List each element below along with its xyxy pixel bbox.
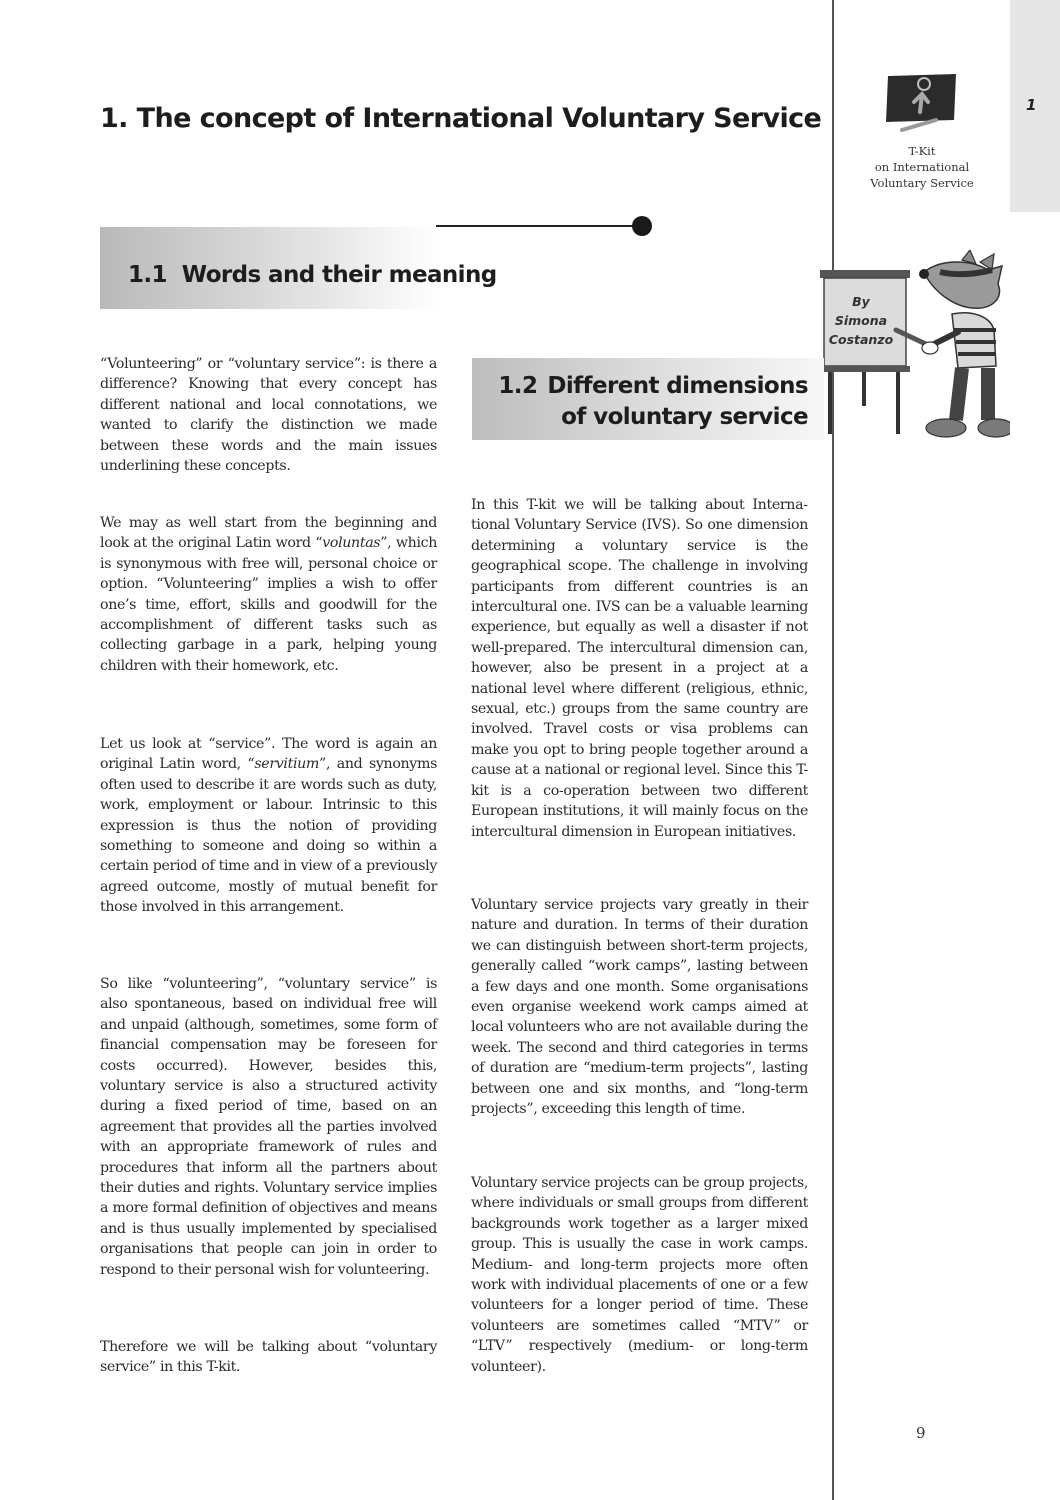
body-paragraph: [100, 513, 437, 676]
paragraph-text: In this T-kit we will be talking about International Voluntary Service (IVS). So one dimension determining a voluntary service is the geographical scope. The challenge in involving participants from different countries is an intercultural one. IVS can be a valuable learning experience, but equally as well a disaster if not well-prepared. The intercultural dimension can, however, also be present in a project at a national level where different (religious, ethnic, sexual, etc.) groups from the same country are involved. Travel costs or visa problems can make you opt to bring people together around a cause at a national or regional level. Since this T-kit is a co-operation between two different European institutions, it will mainly focus on the intercultural dimension in European initiatives.: [471, 497, 808, 840]
body-paragraph: [471, 495, 808, 842]
paragraph-text: ”, and synonyms often used to describe it are words such as duty, work, employment or labour. Intrinsic to this expression is thus the notion of providing something to someone and doing so within a certain period of time and in view of a previously agreed outcome, mostly of mutual benefit for those involved in this arrangement.: [100, 756, 437, 916]
chapter-title: 1. The concept of International Voluntary Service: [100, 103, 822, 134]
body-paragraph: [100, 974, 437, 1280]
body-paragraph: [100, 354, 437, 476]
page-number: 9: [916, 1424, 926, 1442]
latin-term: voluntas: [322, 535, 381, 552]
byline-line: Costanzo: [828, 332, 894, 347]
decorative-connector-line: [436, 225, 636, 227]
byline-line: By: [852, 294, 870, 309]
section-number: 1.1: [128, 262, 167, 288]
logo-caption-line: Voluntary Service: [870, 176, 974, 190]
paragraph-text: So like “volunteering”, “voluntary service” is also spontaneous, based on individual free will and unpaid (although, sometimes, some form of financial compensation may be foreseen for costs occurred). However, besides this, voluntary service is also a structured activity during a fixed period of time, based on an agreement that provides all the parties involved with an appropriate framework of rules and procedures that inform all the partners about their duties and rights. Voluntary service implies a more formal definition of objectives and means and is thus usually implemented by specialised organisations that people can join in order to respond to their personal wish for volunteering.: [100, 976, 437, 1278]
section-heading-1-1: [128, 262, 497, 288]
section-title: Words and their meaning: [181, 262, 497, 288]
cartoon-fox-presenter-icon: [812, 250, 1010, 450]
body-paragraph: [100, 734, 437, 918]
section-number: 1.2: [498, 373, 538, 399]
paragraph-text: We may as well start from the beginning and look at the original Latin word “: [100, 515, 437, 552]
body-paragraph: [100, 1337, 437, 1378]
section-title-line: Different dimensions: [547, 373, 808, 399]
byline-line: Simona: [834, 313, 888, 328]
logo-caption: [852, 143, 992, 191]
paragraph-text: Voluntary service projects can be group projects, where individuals or small groups from different backgrounds work together as a larger mixed group. This is usually the case in work camps. Medium- and long-term projects more often work with individual placements of one or a few volunteers for a longer period of time. These volunteers are sometimes called “MTV” or “LTV” respectively (medium- or long-term volunteer).: [471, 1175, 808, 1375]
paragraph-text: Voluntary service projects vary greatly in their nature and duration. In terms of their duration we can distinguish between short-term projects, generally called “work camps”, lasting between a few days and one month. Some organisations even organise weekend work camps aimed at local volunteers who are not available during the week. The second and third categories in terms of duration are “medium-term projects”, lasting between one and six months, and “long-term projects”, exceeding this length of time.: [471, 897, 808, 1118]
paragraph-text: Let us look at “service”. The word is again an original Latin word, “: [100, 736, 437, 773]
paragraph-text: Therefore we will be talking about “voluntary service” in this T-kit.: [100, 1339, 437, 1376]
walking-figure-flag-icon: [884, 72, 960, 134]
paragraph-text: “Volunteering” or “voluntary service”: is there a difference? Knowing that every concept has different national and local connotations, we wanted to clarify the distinction we made between these words and the main issues underlining these concepts.: [100, 356, 437, 475]
section-heading-1-2: [472, 371, 808, 433]
paragraph-text: ”, which is synonymous with free will, personal choice or option. “Volunteering” implies a wish to offer one’s time, effort, skills and goodwill for the accomplishment of different tasks such as collecting garbage in a park, helping young children with their homework, etc.: [100, 535, 438, 674]
section-title-line: of voluntary service: [561, 404, 808, 430]
body-paragraph: [471, 895, 808, 1119]
body-paragraph: [471, 1173, 808, 1377]
logo-caption-line: on International: [874, 160, 970, 174]
decorative-connector-dot: [632, 216, 652, 236]
logo-caption-line: T-Kit: [908, 144, 936, 158]
author-byline: [826, 292, 896, 349]
latin-term: servitium: [254, 756, 320, 773]
chapter-tab-number: 1: [1026, 96, 1037, 114]
column-divider-rule: [832, 0, 834, 1500]
